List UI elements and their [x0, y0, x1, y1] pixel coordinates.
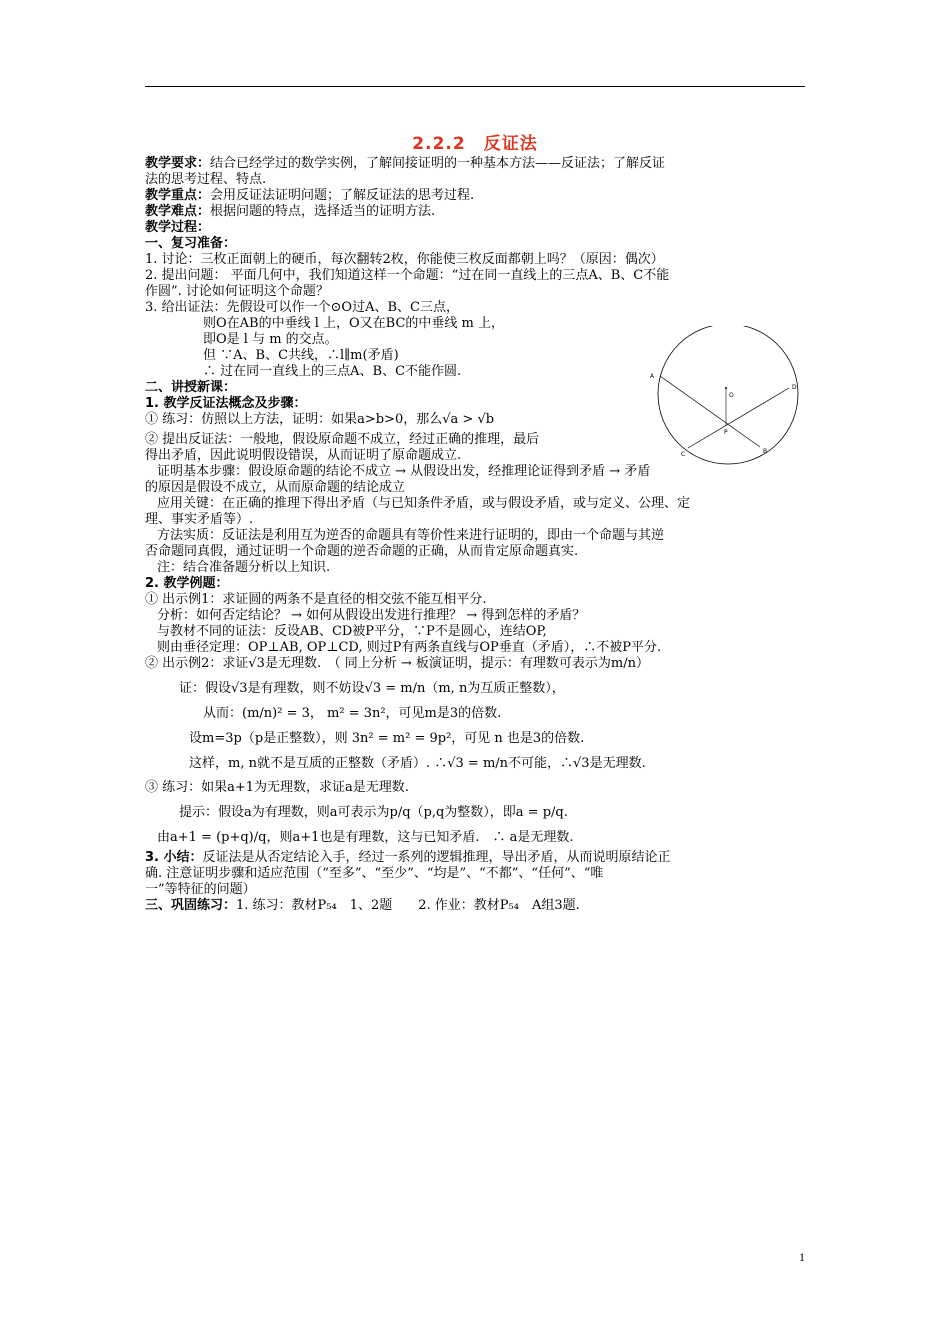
- line: 一”等特征的问题）: [145, 882, 256, 897]
- line: 确. 注意证明步骤和适应范围（“至多”、“至少”、“均是”、“不都”、“任何”、“唯: [145, 866, 604, 881]
- point-o: [725, 387, 727, 389]
- line: 得出矛盾，因此说明假设错误，从而证明了原命题成立.: [145, 448, 462, 463]
- line: 1. 讨论：三枚正面朝上的硬币，每次翻转2枚，你能使三枚反面都朝上吗？（原因：偶次）: [145, 252, 664, 267]
- label-b: B: [763, 448, 768, 455]
- line: 即O是 l 与 m 的交点。: [203, 332, 338, 347]
- line: 法的思考过程、特点.: [145, 172, 267, 187]
- page-title: 2.2.2 反证法: [412, 134, 538, 154]
- line: ② 出示例2：求证√3是无理数. （ 同上分析 → 板演证明，提示：有理数可表示为m/n）: [145, 656, 649, 671]
- line: ② 提出反证法：一般地，假设原命题不成立，经过正确的推理，最后: [145, 432, 540, 447]
- line: 方法实质：反证法是利用互为逆否的命题具有等价性来进行证明的，即由一个命题与其逆: [157, 528, 665, 543]
- line: 分析：如何否定结论？ → 如何从假设出发进行推理？ → 得到怎样的矛盾？: [157, 608, 586, 623]
- line: 证明基本步骤：假设原命题的结论不成立 → 从假设出发，经推理论证得到矛盾 → 矛盾: [157, 464, 651, 479]
- line: ∴ 过在同一直线上的三点A、B、C不能作圆.: [203, 364, 462, 379]
- line: 否命题同真假，通过证明一个命题的逆否命题的正确，从而肯定原命题真实.: [145, 544, 579, 559]
- label-d: D: [792, 384, 797, 391]
- document-body: [145, 156, 807, 914]
- chord-cd: [688, 388, 789, 448]
- line: 理、事实矛盾等）.: [145, 512, 254, 527]
- subheading-examples: 2. 教学例题：: [145, 576, 229, 591]
- line: ③ 练习：如果a+1为无理数，求证a是无理数.: [145, 780, 409, 795]
- line: 的原因是假设不成立，从而原命题的结论成立: [145, 480, 406, 495]
- section-heading-review: 一、复习准备：: [145, 236, 237, 251]
- line: 作圆”. 讨论如何证明这个命题？: [145, 284, 329, 299]
- circle-figure: [648, 326, 808, 466]
- line-summary: 3. 小结：反证法是从否定结论入手，经过一系列的逻辑推理，导出矛盾，从而说明原结论正: [145, 850, 671, 865]
- line-teaching-requirements: 教学要求：结合已经学过的数学实例，了解间接证明的一种基本方法——反证法；了解反证: [145, 156, 666, 171]
- line: 设m=3p（p是正整数），则 3n² = m² = 9p²，可见 n 也是3的倍数.: [189, 731, 585, 746]
- line-process-heading: 教学过程：: [145, 220, 211, 235]
- line-key-points: 教学重点：会用反证法证明问题；了解反证法的思考过程.: [145, 188, 475, 203]
- line: ① 练习：仿照以上方法，证明：如果a>b>0，那么√a > √b: [145, 412, 495, 427]
- line: 与教材不同的证法：反设AB、CD被P平分，∵P不是圆心，连结OP,: [157, 624, 547, 639]
- label-a: A: [650, 373, 655, 380]
- header-rule: [145, 86, 805, 87]
- page-number: 1: [799, 1250, 805, 1264]
- line: 证：假设√3是有理数，则不妨设√3 = m/n（m, n为互质正整数），: [179, 681, 565, 696]
- label-c: C: [681, 451, 686, 458]
- line: 但 ∵A、B、C共线，∴l∥m(矛盾): [203, 348, 399, 363]
- line: 这样，m, n就不是互质的正整数（矛盾）. ∴√3 = m/n不可能，∴√3是无理数.: [189, 756, 646, 771]
- line-difficulties: 教学难点：根据问题的特点，选择适当的证明方法.: [145, 204, 436, 219]
- line: 注：结合准备题分析以上知识.: [157, 560, 331, 575]
- line: ① 出示例1：求证圆的两条不是直径的相交弦不能互相平分.: [145, 592, 487, 607]
- subheading-concept: 1. 教学反证法概念及步骤：: [145, 396, 307, 411]
- line: 则O在AB的中垂线 l 上，O又在BC的中垂线 m 上，: [203, 316, 505, 331]
- line: 则由垂径定理：OP⊥AB, OP⊥CD, 则过P有两条直线与OP垂直（矛盾），∴不被P平分.: [157, 640, 662, 655]
- section-heading-new-lesson: 二、讲授新课：: [145, 380, 237, 395]
- line: 应用关键：在正确的推理下得出矛盾（与已知条件矛盾，或与假设矛盾，或与定义、公理、定: [157, 496, 691, 511]
- line-practice: 三、巩固练习：1. 练习：教材P₅₄ 1、2题 2. 作业：教材P₅₄ A组3题.: [145, 898, 580, 913]
- line: 3. 给出证法：先假设可以作一个⊙O过A、B、C三点，: [145, 300, 459, 315]
- label-o: O: [729, 392, 734, 399]
- label-p: P: [724, 429, 728, 436]
- chord-ab: [660, 376, 760, 447]
- line: 从而：(m/n)² = 3， m² = 3n²，可见m是3的倍数.: [203, 706, 502, 721]
- line: 由a+1 = (p+q)/q，则a+1也是有理数，这与已知矛盾. ∴ a是无理数.: [157, 830, 574, 845]
- line: 提示：假设a为有理数，则a可表示为p/q（p,q为整数），即a = p/q.: [179, 805, 568, 820]
- line: 2. 提出问题： 平面几何中，我们知道这样一个命题：“过在同一直线上的三点A、B、C不能: [145, 268, 670, 283]
